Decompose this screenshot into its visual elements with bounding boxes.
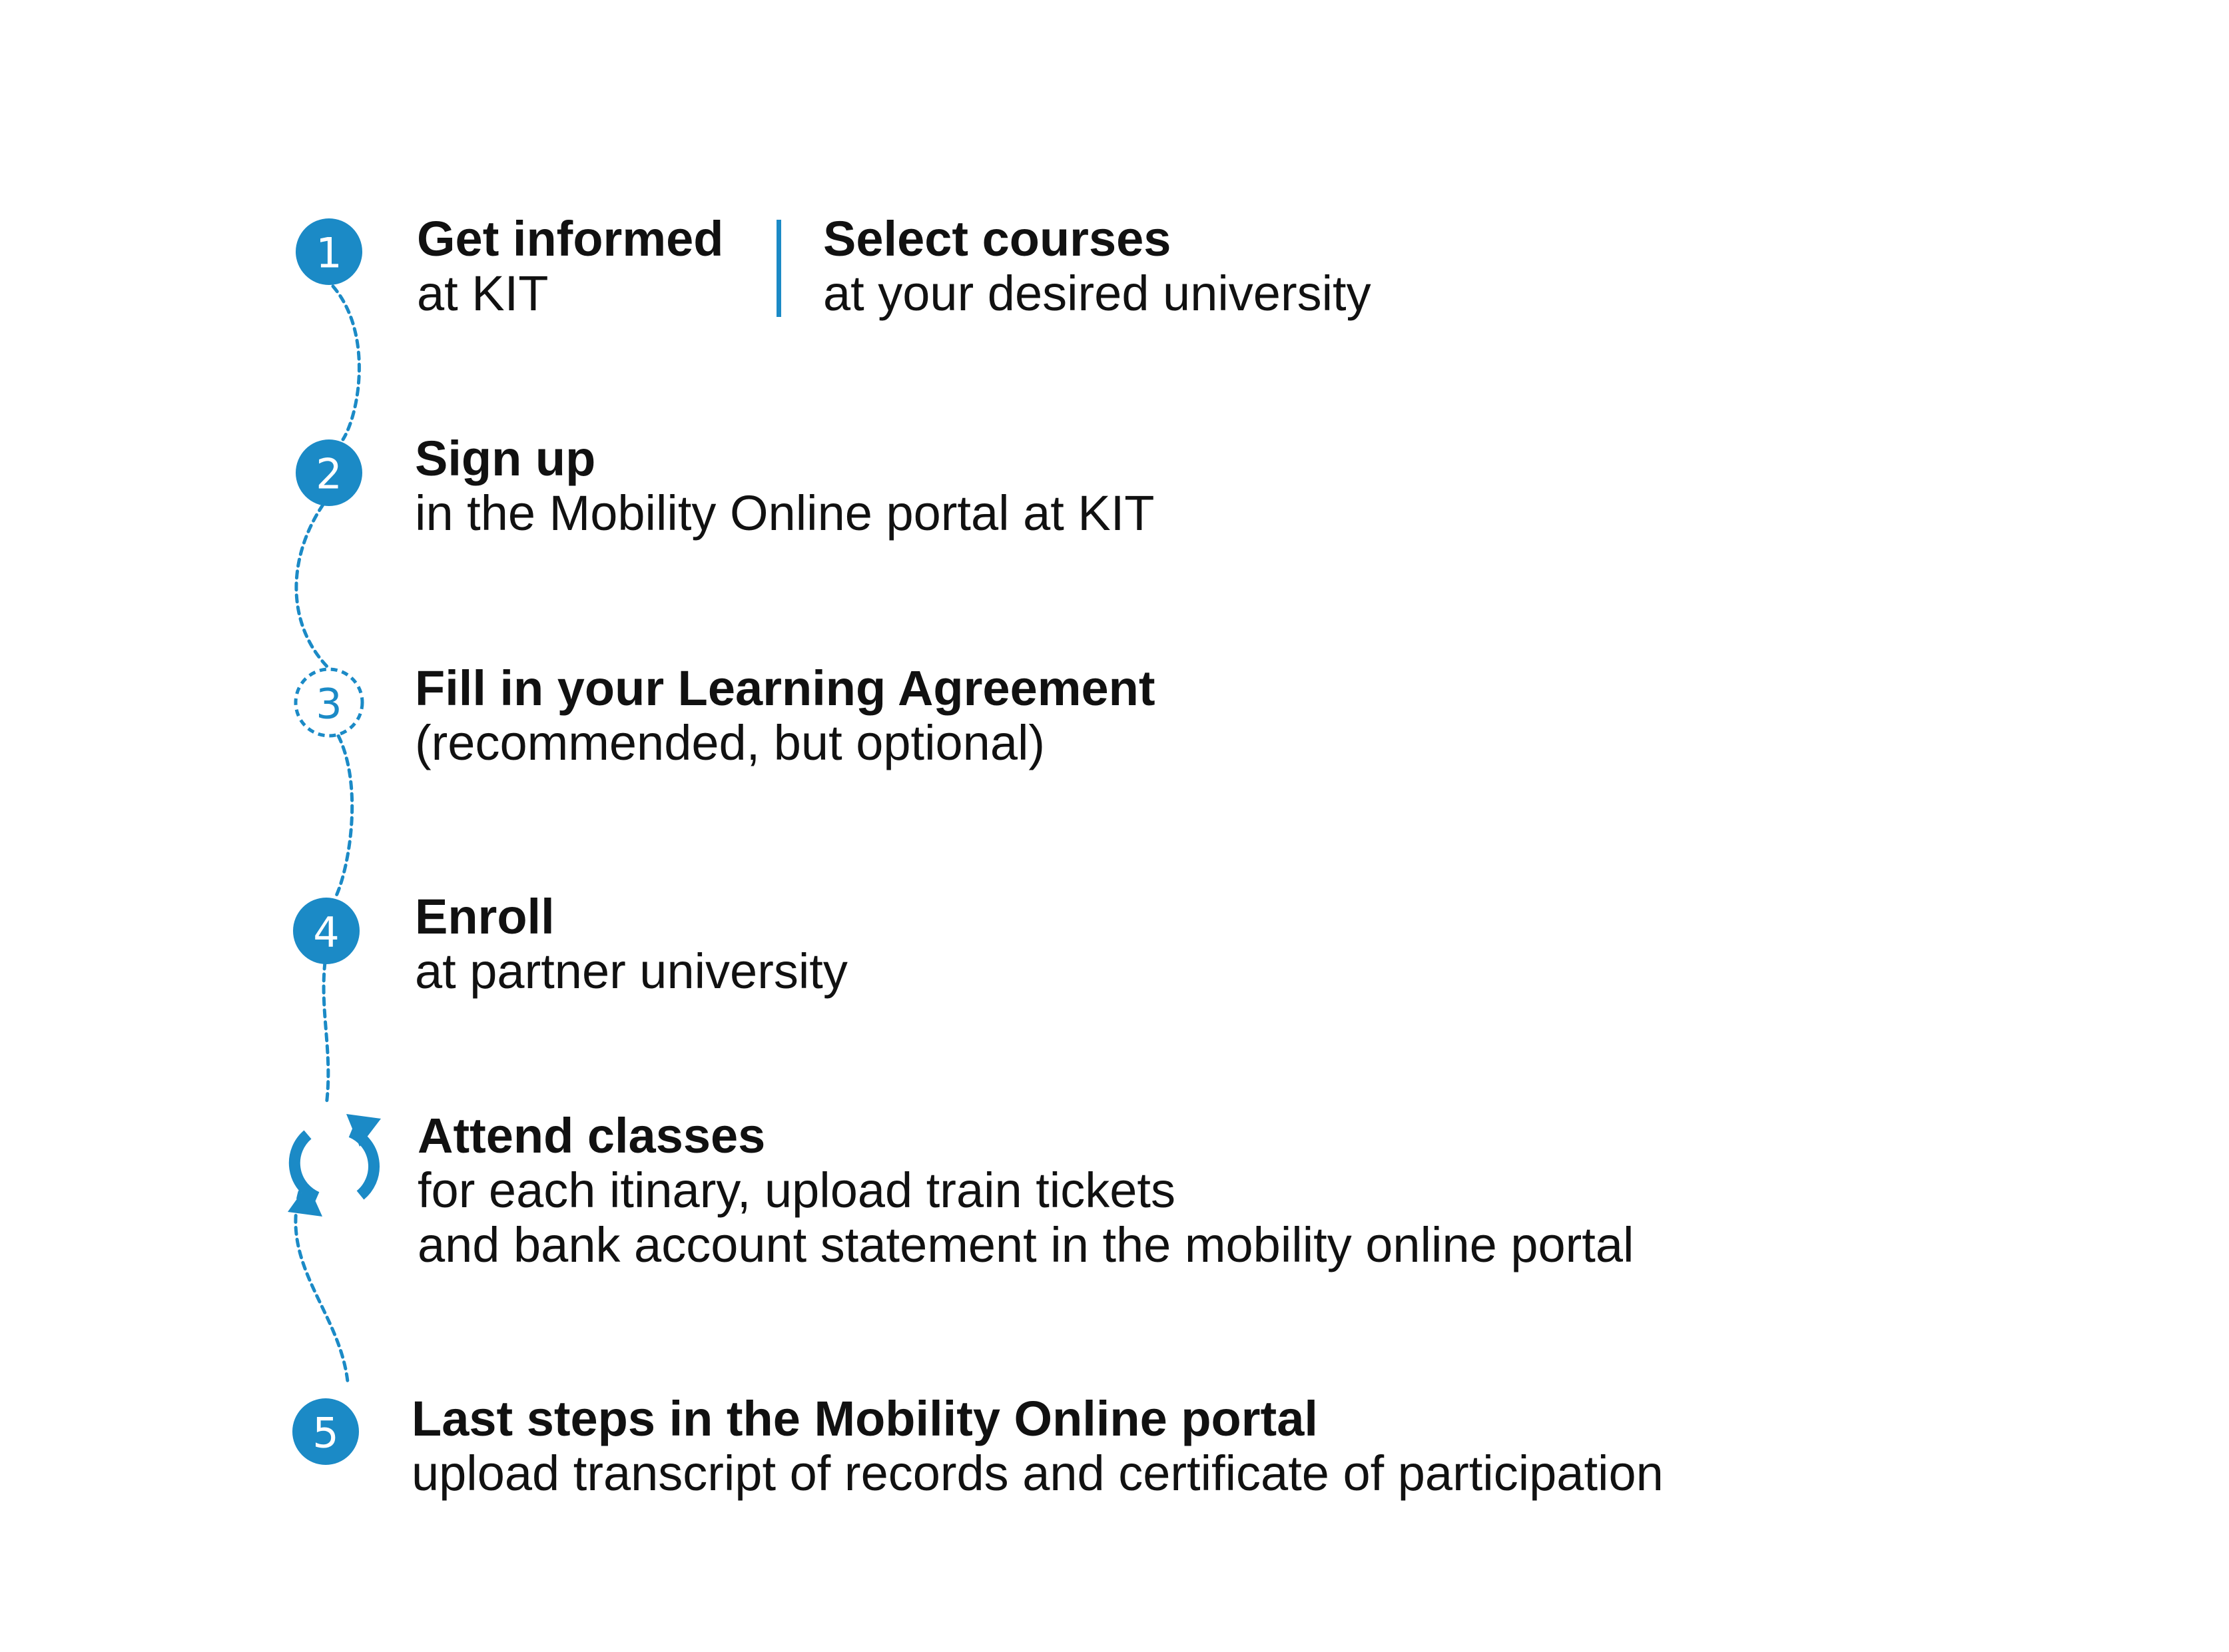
step-4-marker [293, 898, 360, 964]
step-1-left-title: Get informed [417, 211, 724, 266]
step-3-title: Fill in your Learning Agreement [415, 661, 1155, 716]
step-4-title: Enroll [415, 889, 555, 944]
step-4-number: 4 [313, 908, 340, 957]
step-2-text [415, 431, 1155, 541]
step-4-line-1: at partner university [415, 944, 848, 999]
step-3-marker [296, 669, 362, 736]
refresh-icon [288, 1114, 381, 1217]
step-1-marker [296, 218, 362, 285]
step-3-text [415, 661, 1155, 770]
attend-classes-title: Attend classes [418, 1108, 766, 1163]
step-1-right-title: Select courses [823, 211, 1171, 266]
step-5-line-1: upload transcript of records and certificate of participation [412, 1446, 1664, 1501]
step-2-title: Sign up [415, 431, 596, 486]
step-1-right-column [823, 212, 1371, 321]
step-1-left-subtitle: at KIT [417, 266, 549, 321]
step-1-number: 1 [316, 228, 342, 278]
attend-classes-text [418, 1109, 1634, 1272]
step-4-text [415, 890, 848, 999]
attend-classes-line-2: and bank account statement in the mobility online portal [418, 1217, 1634, 1272]
step-5-text [412, 1392, 1664, 1501]
step-5-marker [292, 1398, 359, 1465]
column-divider [777, 220, 781, 317]
step-2-number: 2 [316, 449, 342, 499]
step-1-left-column [417, 212, 723, 321]
step-2-marker [296, 439, 362, 506]
step-5-number: 5 [312, 1408, 339, 1458]
attend-classes-line-1: for each itinary, upload train tickets [418, 1163, 1175, 1218]
step-1-right-subtitle: at your desired university [823, 266, 1371, 321]
step-3-number: 3 [316, 679, 342, 728]
step-3-line-1: (recommended, but optional) [415, 715, 1046, 770]
step-2-line-1: in the Mobility Online portal at KIT [415, 485, 1155, 541]
step-5-title: Last steps in the Mobility Online portal [412, 1391, 1318, 1446]
